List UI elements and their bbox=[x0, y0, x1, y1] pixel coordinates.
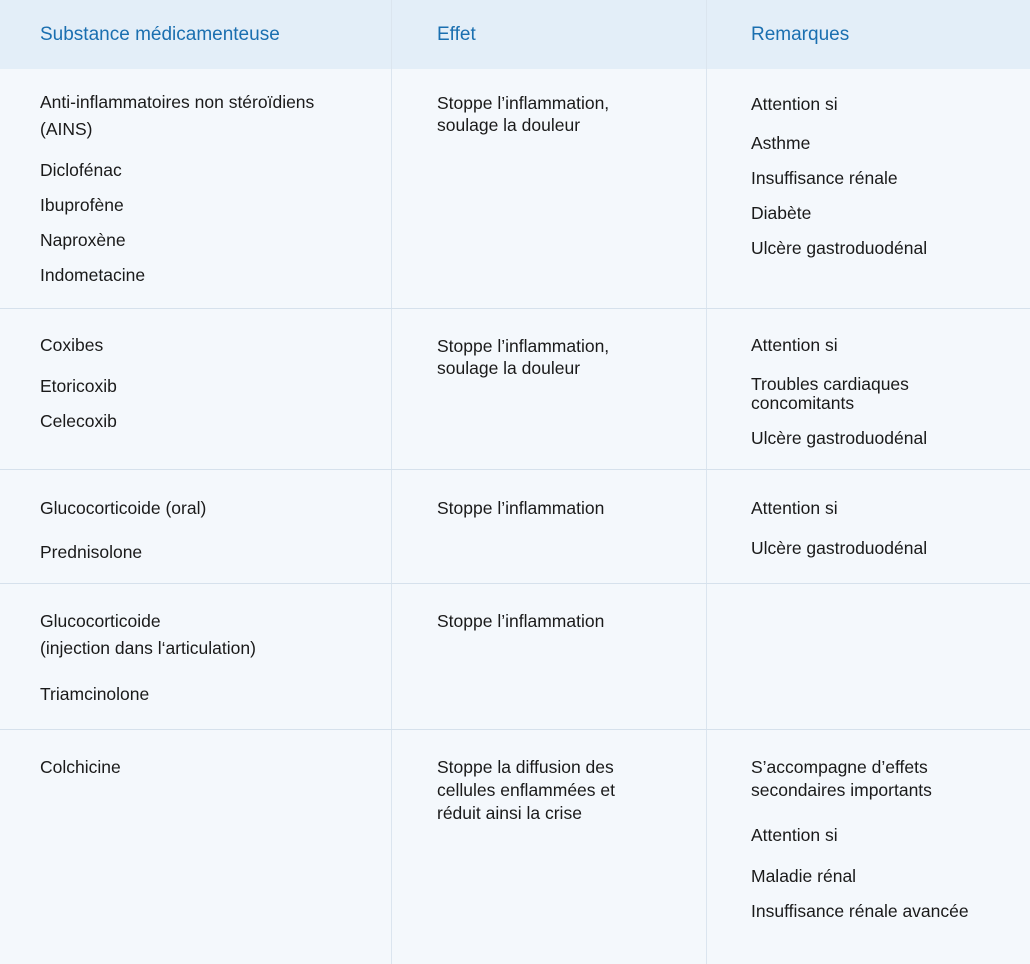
substance-class: Glucocorticoide bbox=[40, 611, 161, 631]
substance-class: Colchicine bbox=[40, 757, 121, 777]
row-divider bbox=[0, 729, 1030, 730]
remark-text: Ulcère gastroduodénal bbox=[751, 238, 928, 258]
substance-item: Triamcinolone bbox=[40, 684, 150, 704]
substance-item: Indometacine bbox=[40, 265, 146, 285]
remark-text: Ulcère gastroduodénal bbox=[751, 428, 928, 448]
remark-text: Insuffisance rénale avancée bbox=[751, 901, 969, 921]
effect-text: soulage la douleur bbox=[437, 358, 581, 378]
effect-text: cellules enflammées et bbox=[437, 780, 615, 800]
remark-text: Attention si bbox=[751, 498, 838, 518]
substance-item: Ibuprofène bbox=[40, 195, 124, 215]
remark-text: Troubles cardiaques bbox=[751, 374, 909, 394]
header-substance: Substance médicamenteuse bbox=[40, 24, 280, 45]
substance-class: (AINS) bbox=[40, 119, 93, 139]
effect-text: Stoppe l’inflammation bbox=[437, 611, 605, 631]
effect-text: réduit ainsi la crise bbox=[437, 803, 582, 823]
remark-text: Diabète bbox=[751, 203, 812, 223]
substance-class: Coxibes bbox=[40, 335, 104, 355]
remark-text: Attention si bbox=[751, 94, 838, 114]
remark-text: Attention si bbox=[751, 335, 838, 355]
substance-item: Naproxène bbox=[40, 230, 126, 250]
effect-text: Stoppe l’inflammation, bbox=[437, 93, 610, 113]
substance-class: Anti-inflammatoires non stéroïdiens bbox=[40, 92, 315, 112]
remark-text: Insuffisance rénale bbox=[751, 168, 898, 188]
remark-text: Maladie rénal bbox=[751, 866, 857, 886]
effect-text: Stoppe la diffusion des bbox=[437, 757, 614, 777]
substance-item: Etoricoxib bbox=[40, 376, 117, 396]
effect-text: Stoppe l’inflammation bbox=[437, 498, 605, 518]
remark-text: concomitants bbox=[751, 393, 855, 413]
row-divider bbox=[0, 469, 1030, 470]
row-divider bbox=[0, 308, 1030, 309]
effect-text: soulage la douleur bbox=[437, 115, 581, 135]
header-effect: Effet bbox=[437, 24, 476, 45]
header-remarks: Remarques bbox=[751, 24, 850, 45]
remark-text: Asthme bbox=[751, 133, 811, 153]
row-divider bbox=[0, 583, 1030, 584]
column-divider bbox=[391, 0, 392, 964]
remark-text: S’accompagne d’effets bbox=[751, 757, 928, 777]
substance-item: Prednisolone bbox=[40, 542, 143, 562]
remark-text: Ulcère gastroduodénal bbox=[751, 538, 928, 558]
remark-text: secondaires importants bbox=[751, 780, 932, 800]
column-divider bbox=[706, 0, 707, 964]
substance-class: (injection dans l‘articulation) bbox=[40, 638, 256, 658]
table-header bbox=[0, 0, 1030, 69]
substance-class: Glucocorticoide (oral) bbox=[40, 498, 207, 518]
substance-item: Celecoxib bbox=[40, 411, 117, 431]
remark-text: Attention si bbox=[751, 825, 838, 845]
substance-item: Diclofénac bbox=[40, 160, 122, 180]
effect-text: Stoppe l’inflammation, bbox=[437, 336, 610, 356]
